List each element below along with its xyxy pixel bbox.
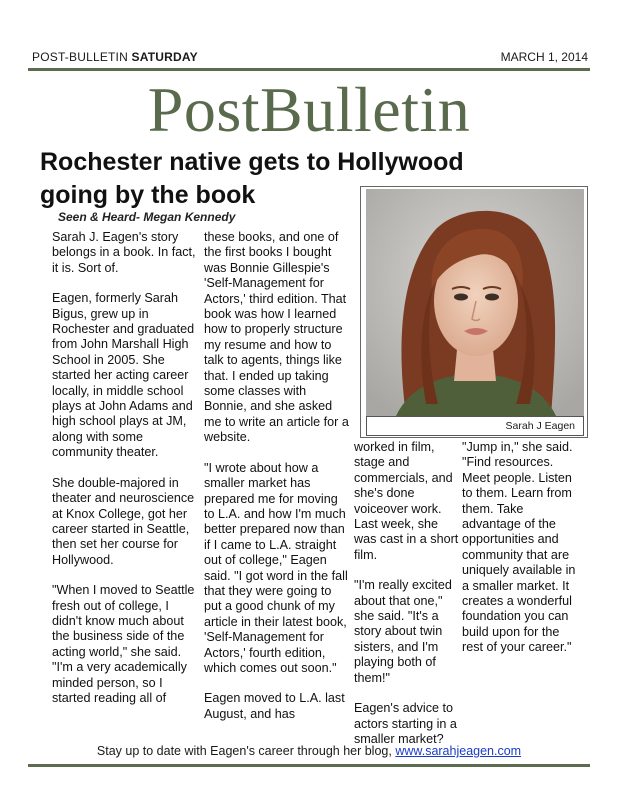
portrait-photo xyxy=(366,189,584,416)
paragraph: Eagen's advice to actors starting in a smaller market? xyxy=(354,701,457,746)
paragraph: She double-majored in theater and neuroscience at Knox College, got her career started in Seattle, then set her course for Hollywood. xyxy=(52,475,195,567)
footer-rule xyxy=(28,764,590,767)
article-column-1 xyxy=(52,230,198,721)
paragraph: Eagen, formerly Sarah Bigus, grew up in Rochester and graduated from John Marshall High School in 2005. She started her acting career locally, in middle school plays at John Adams and high school plays at JM, along with some community theater. xyxy=(52,291,195,460)
photo-caption: Sarah J Eagen xyxy=(366,416,584,436)
masthead-logo: PostBulletin xyxy=(147,74,471,145)
article-column-2 xyxy=(204,230,350,737)
article-byline: Seen & Heard- Megan Kennedy xyxy=(58,210,236,224)
paragraph: "I'm really excited about that one," she said. "It's a story about twin sisters, and I'm playing both of them!" xyxy=(354,578,452,685)
article-headline: Rochester native gets to Hollywood going by the book xyxy=(40,148,464,209)
paper-day: SATURDAY xyxy=(131,50,198,64)
paragraph: worked in film, stage and commercials, and she's done voiceover work. Last week, she was cast in a short film. xyxy=(354,440,459,562)
paragraph: Eagen moved to L.A. last August, and has xyxy=(204,691,345,721)
paragraph: these books, and one of the first books I bought was Bonnie Gillespie's 'Self-Management for Actors,' third edition. That book was how I learned how to properly structure my resume and how to talk to agents, things like that. I ended up taking some classes with Bonnie, and she asked me to write an article for a website. xyxy=(204,230,349,445)
issue-date: MARCH 1, 2014 xyxy=(500,50,588,64)
header-rule xyxy=(28,68,590,71)
newspaper-dateline xyxy=(32,50,198,64)
footer-note xyxy=(0,744,618,758)
paragraph: Sarah J. Eagen's story belongs in a book. In fact, it is. Sort of. xyxy=(52,230,196,275)
blog-link[interactable]: www.sarahjeagen.com xyxy=(395,744,522,758)
article-column-4 xyxy=(462,440,580,671)
paragraph: "Jump in," she said. "Find resources. Meet people. Listen to them. Learn from them. Take advantage of the opportunities and community that are uniquely available in a smaller market. It creates a wonderful foundation you can build upon for the rest of your career." xyxy=(462,440,576,655)
paper-name: POST-BULLETIN xyxy=(32,50,128,64)
paragraph: "When I moved to Seattle fresh out of college, I didn't know much about the business side of the acting world," she said. "I'm a very academically minded person, so I started reading all of xyxy=(52,583,195,705)
footer-text: Stay up to date with Eagen's career through her blog, xyxy=(96,744,396,758)
paragraph: "I wrote about how a smaller market has prepared me for moving to L.A. and how I'm much better prepared now than if I came to L.A. straight out of college," Eagen said. "I got word in the fall that they were going to put a good chunk of my article in their latest book, 'Self-Management for Actors,' fourth edition, which comes out soon." xyxy=(204,460,348,675)
portrait-image xyxy=(366,189,584,416)
article-column-3 xyxy=(354,440,460,762)
